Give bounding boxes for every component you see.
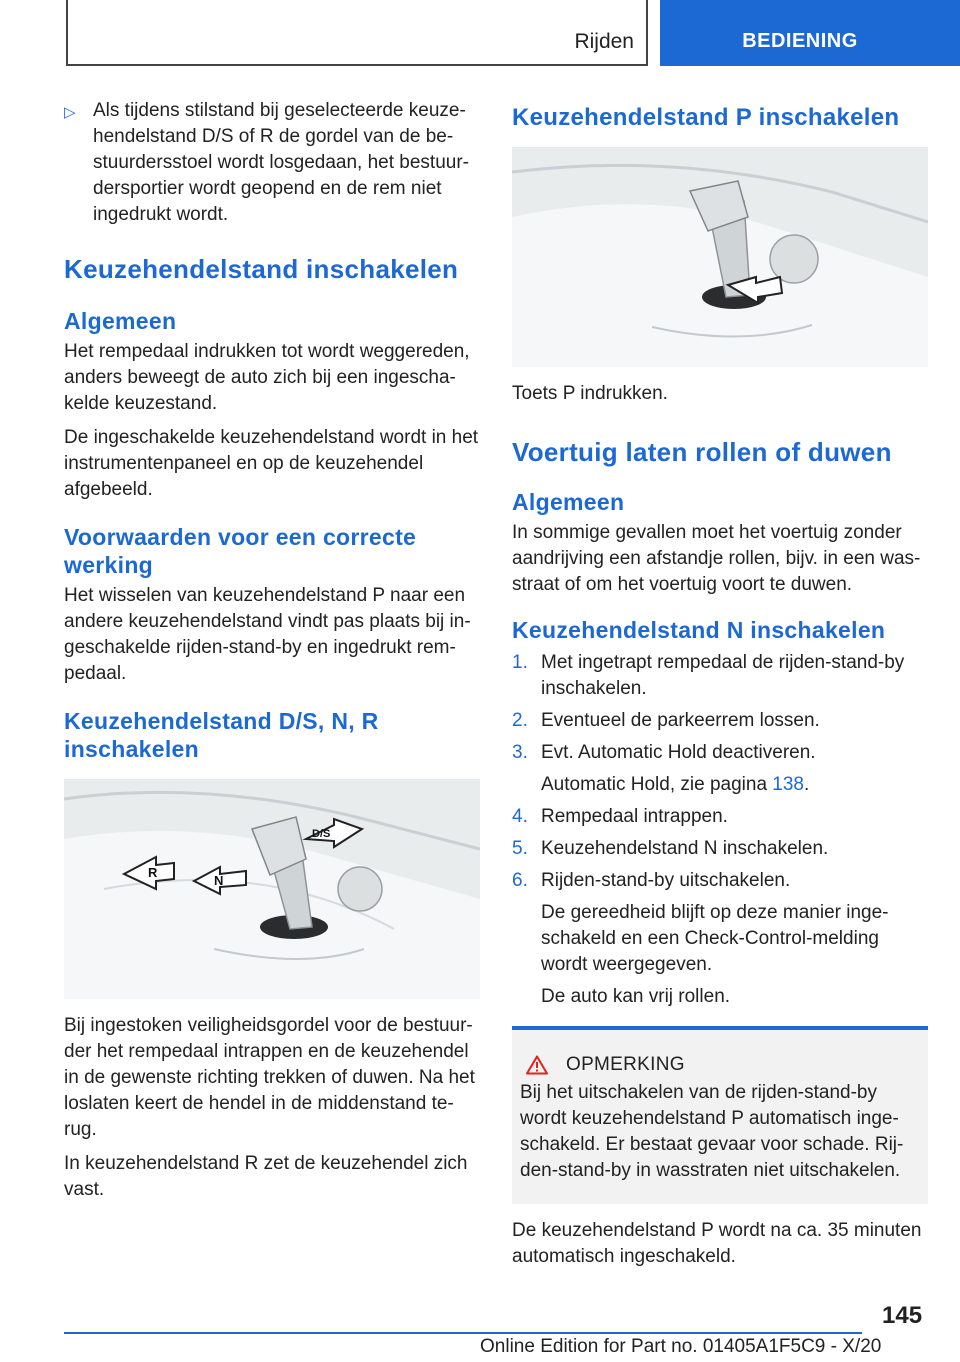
list-item: 5. Keuzehendelstand N inschakelen. (512, 838, 829, 859)
paragraph-r-lock: In keuzehendelstand R zet de keuzehendel zich vast. (64, 1153, 468, 1200)
list-item: 2. Eventueel de parkeerrem lossen. (512, 710, 820, 731)
page-number: 145 (882, 1302, 923, 1329)
paragraph-roll: In sommige gevallen moet het voertuig zonder aandrijving een afstandje rollen, bijv. in een was-straat of om het voertuig voort te duwen. (512, 522, 921, 595)
section-title: BEDIENING (742, 30, 858, 52)
list-item: 1. Met ingetrapt rempedaal de rijden-stand-by inschakelen. (512, 652, 905, 699)
p-button-illustration (512, 147, 928, 367)
note-header (520, 1054, 920, 1076)
paragraph-display: De ingeschakelde keuzehendelstand wordt in het instrumentenpaneel en op de keuzehendel afgebeeld. (64, 427, 479, 500)
note-text: Bij het uitschakelen van de rijden-stand-by wordt keuzehendelstand P automatisch inge-schakeld. Er bestaat gevaar voor schade. Rij-den-stand-by in wasstraten niet uitschakelen. (520, 1082, 904, 1181)
heading-dsnr: Keuzehendelstand D/S, N, R inschakelen (64, 708, 379, 762)
heading-roll: Voertuig laten rollen of duwen (512, 437, 892, 467)
paragraph-auto-p: De keuzehendelstand P wordt na ca. 35 minuten automatisch ingeschakeld. (512, 1220, 922, 1267)
heading-general: Algemeen (64, 308, 177, 334)
label-r: R (148, 865, 158, 880)
footer-divider (64, 1332, 862, 1334)
header-chapter-box (66, 0, 648, 66)
right-column (512, 102, 928, 1278)
note-title: OPMERKING (566, 1054, 685, 1075)
step3-reference: Automatic Hold, zie pagina 138. (541, 774, 810, 795)
intro-bullet (64, 98, 480, 228)
paragraph-operate: Bij ingestoken veiligheidsgordel voor de bestuur-der het rempedaal intrappen en de keuzehendel in de gewenste richting trekken of duwen. Na het loslaten keert de hendel in de middenstand te-rug. (64, 1015, 475, 1140)
label-n: N (214, 873, 224, 888)
intro-bullet-text: Als tijdens stilstand bij geselecteerde keuze-hendelstand D/S of R de gordel van de be-stuurdersstoel wordt losgedaan, het bestuur-dersportier wordt geopend en de rem niet ingedrukt wordt. (93, 100, 469, 225)
gear-selector-figure-p (512, 147, 928, 367)
gear-selector-figure-dsnr (64, 779, 480, 999)
list-item: 6. Rijden-stand-by uitschakelen. (512, 870, 791, 891)
step6-detail-1: De gereedheid blijft op deze manier inge-schakeld en een Check-Control-melding wordt weergegeven. (541, 902, 889, 975)
footer-edition: Online Edition for Part no. 01405A1F5C9 - X/20 (480, 1336, 882, 1357)
warning-triangle-icon (526, 1055, 548, 1075)
heading-general-right: Algemeen (512, 489, 625, 515)
page-link-138[interactable]: 138 (772, 774, 804, 795)
heading-select-p: Keuzehendelstand P inschakelen (512, 104, 900, 131)
list-item: 4. Rempedaal intrappen. (512, 806, 728, 827)
chapter-title: Rijden (574, 30, 634, 53)
heading-n: Keuzehendelstand N inschakelen (512, 617, 886, 643)
list-item: 3. Evt. Automatic Hold deactiveren. (512, 742, 816, 763)
paragraph-brake: Het rempedaal indrukken tot wordt weggereden, anders beweegt de auto zich bij een ingescha-kelde keuzestand. (64, 341, 470, 414)
steps-list (512, 650, 928, 1010)
triangle-bullet-icon: ▷ (64, 104, 76, 121)
step6-detail-2: De auto kan vrij rollen. (541, 986, 731, 1007)
heading-conditions: Voorwaarden voor een correcte werking (64, 524, 417, 578)
gear-selector-illustration (64, 779, 480, 999)
left-column (64, 98, 480, 1211)
warning-note (512, 1026, 928, 1204)
heading-select: Keuzehendelstand inschakelen (64, 254, 459, 284)
caption-press-p: Toets P indrukken. (512, 383, 668, 404)
paragraph-conditions: Het wisselen van keuzehendelstand P naar een andere keuzehendelstand vindt pas plaats bij in-geschakelde rijden-stand-by en ingedrukt rem-pedaal. (64, 585, 471, 684)
header-section-box (660, 0, 960, 66)
label-ds: D/S (312, 828, 331, 840)
